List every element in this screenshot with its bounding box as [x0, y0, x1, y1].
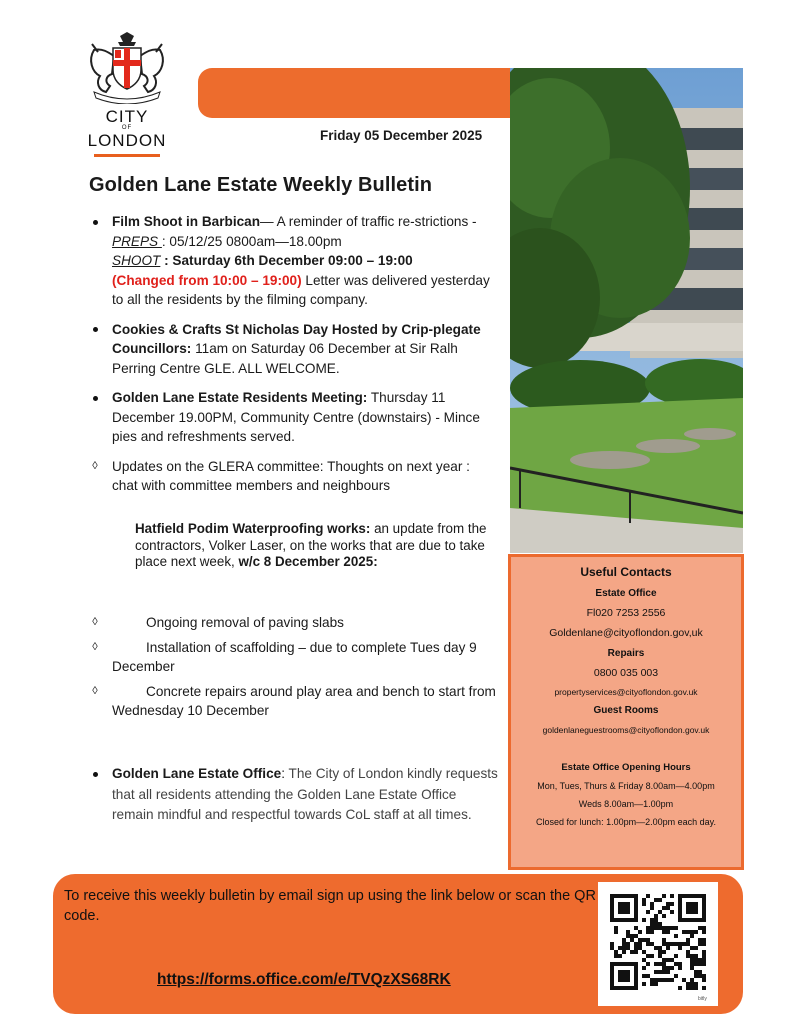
updates-text: Updates on the GLERA committee: Thoughts on next year : chat with committee members and neighbours — [112, 458, 470, 493]
meeting-text: Thursday 11 December 19.00PM, Community Centre (downstairs) - Mince pies and refreshments served. — [112, 390, 480, 444]
film-rest: Letter was delivered yesterday to all the residents by the filming company. — [112, 272, 490, 307]
opening-hours-weekdays: Mon, Tues, Thurs & Friday 8.00am—4.00pm — [537, 781, 715, 791]
list-item-glera-updates — [88, 457, 498, 496]
qr-code-icon — [598, 882, 718, 1006]
opening-hours-weds: Weds 8.00am—1.00pm — [578, 799, 674, 809]
work-text: Installation of scaffolding – due to complete Tues day 9 December — [112, 640, 477, 674]
office-colon: : — [281, 766, 285, 781]
contacts-heading: Useful Contacts — [580, 565, 672, 579]
works-list — [88, 613, 498, 726]
bulletin-date: Friday 05 December 2025 — [320, 128, 483, 143]
list-item-work — [88, 682, 498, 720]
bullet-icon — [88, 764, 102, 785]
opening-hours-heading: Estate Office Opening Hours — [561, 762, 691, 773]
preps-label: PREPS — [112, 233, 162, 249]
city-of-london-logo — [82, 30, 172, 157]
film-heading: Film Shoot in Barbican — [112, 214, 261, 229]
signup-text: To receive this weekly bulletin by email sign up using the link below or scan the QR code. — [64, 888, 596, 924]
list-item-film-shoot — [88, 212, 498, 310]
shoot-label: SHOOT — [112, 253, 161, 268]
hatfield-text: an update from the contractors, Volker Laser, on the works that are due to take place next week, — [135, 521, 487, 569]
logo-underline — [94, 154, 160, 157]
list-item-work — [88, 638, 498, 676]
hatfield-notice — [135, 521, 500, 571]
shoot-value: : Saturday 6th December 09:00 – 19:00 — [160, 253, 413, 268]
useful-contacts-panel — [508, 554, 744, 870]
diamond-bullet-icon: ◊ — [92, 459, 98, 472]
estate-office-email[interactable]: Goldenlane@cityoflondon.gov,uk — [549, 627, 703, 639]
meeting-heading: Golden Lane Estate Residents Meeting: — [112, 390, 368, 405]
signup-banner — [53, 874, 743, 1014]
bullet-icon — [88, 212, 102, 232]
logo-city-text: CITY — [105, 107, 149, 126]
list-item-residents-meeting — [88, 388, 498, 447]
estate-photo — [510, 68, 743, 553]
diamond-bullet-icon: ◊ — [92, 616, 98, 628]
work-text: Ongoing removal of paving slabs — [146, 615, 344, 630]
list-item-cookies-crafts — [88, 320, 498, 379]
cookies-text: 11am on Saturday 06 December at Sir Ralh Perring Centre GLE. ALL WELCOME. — [112, 341, 458, 376]
repairs-phone[interactable]: 0800 035 003 — [593, 667, 659, 679]
cookies-heading: Cookies & Crafts St Nicholas Day Hosted by Crip-plegate Councillors: — [112, 321, 481, 356]
repairs-label: Repairs — [607, 648, 645, 659]
estate-office-label: Estate Office — [595, 588, 657, 599]
repairs-email[interactable]: propertyservices@cityoflondon.gov.uk — [554, 687, 698, 697]
qr-code[interactable] — [598, 882, 718, 1006]
opening-hours-lunch: Closed for lunch: 1.00pm—2.00pm each day. — [536, 817, 716, 827]
guest-rooms-email[interactable]: goldenlaneguestrooms@cityoflondon.gov.uk — [542, 725, 710, 735]
list-item-work — [88, 613, 498, 632]
office-heading: Golden Lane Estate Office — [112, 766, 282, 781]
estate-office-notice — [88, 764, 498, 836]
changed-notice: (Changed from 10:00 – 19:00) — [112, 272, 302, 288]
diamond-bullet-icon: ◊ — [92, 685, 98, 697]
film-intro: — A reminder of traffic re-strictions - — [260, 214, 477, 229]
header-banner — [198, 68, 516, 118]
page-title: Golden Lane Estate Weekly Bulletin — [89, 174, 433, 196]
bullet-icon — [88, 388, 102, 408]
hatfield-heading: Hatfield Podim Waterproofing works: — [135, 521, 371, 536]
work-text: Concrete repairs around play area and bench to start from Wednesday 10 December — [112, 684, 496, 718]
hatfield-date: w/c 8 December 2025: — [238, 554, 378, 569]
signup-link[interactable]: https://forms.office.com/e/TVQzXS68RK — [157, 971, 451, 988]
logo-of-text: OF — [121, 125, 133, 131]
bullet-icon — [88, 320, 102, 340]
coat-of-arms-icon — [84, 30, 170, 104]
list-item-estate-office — [88, 764, 498, 826]
logo-london-text: LONDON — [87, 131, 167, 150]
bulletin-items — [88, 212, 498, 506]
estate-office-phone[interactable]: Fl020 7253 2556 — [586, 607, 666, 619]
office-text: The City of London kindly requests that all residents attending the Golden Lane Estate Office remain mindful and respectful towards CoL staff at all times. — [112, 766, 498, 822]
qr-caption: bitly — [698, 996, 707, 1002]
diamond-bullet-icon: ◊ — [92, 641, 98, 653]
guest-rooms-label: Guest Rooms — [593, 705, 659, 716]
preps-value: : 05/12/25 0800am—18.00pm — [161, 233, 342, 249]
